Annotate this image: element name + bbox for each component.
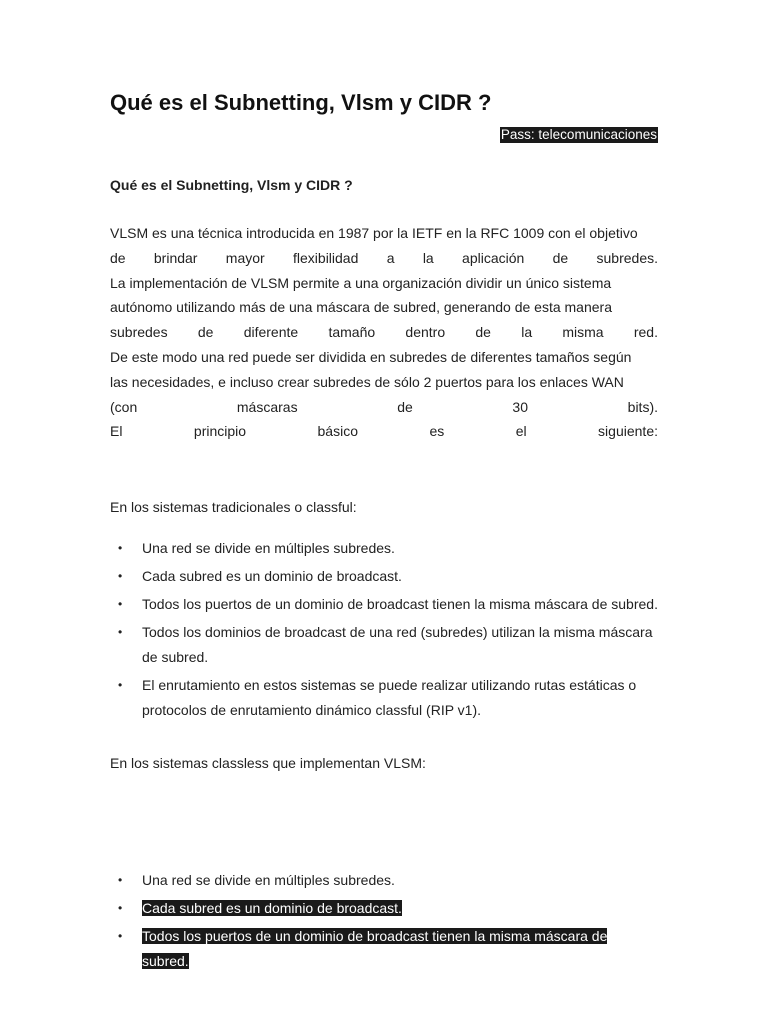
list-item-text: Todos los dominios de broadcast de una red (subredes) utilizan la misma máscara de subred. [142, 624, 653, 665]
list-item [110, 620, 658, 670]
list-item-text: Cada subred es un dominio de broadcast. [142, 568, 402, 584]
bullet-icon: • [118, 678, 123, 692]
intro-line: subredes de diferente tamaño dentro de la misma red. [110, 324, 658, 341]
list-item [110, 564, 658, 589]
intro-line: La implementación de VLSM permite a una organización dividir un único sistema [110, 274, 612, 291]
classless-list [110, 868, 658, 977]
list-item-text: Todos los puertos de un dominio de broadcast tienen la misma máscara de subred. [142, 596, 658, 612]
intro-line: las necesidades, e incluso crear subredes de sólo 2 puertos para los enlaces WAN [110, 373, 624, 390]
intro-line: autónomo utilizando más de una máscara de subred, generando de esta manera [110, 299, 612, 316]
list-item [110, 868, 658, 893]
bullet-icon: • [118, 569, 123, 583]
page-title: Qué es el Subnetting, Vlsm y CIDR ? [110, 90, 492, 115]
classful-heading: En los sistemas tradicionales o classful: [110, 499, 357, 515]
list-item [110, 536, 658, 561]
bullet-icon: • [118, 541, 123, 555]
bullet-icon: • [118, 901, 123, 915]
intro-line: de brindar mayor flexibilidad a la aplicación de subredes. [110, 249, 658, 266]
intro-line: VLSM es una técnica introducida en 1987 por la IETF en la RFC 1009 con el objetivo [110, 225, 638, 241]
highlighted-item-text: Cada subred es un dominio de broadcast. [142, 900, 402, 916]
section-subtitle: Qué es el Subnetting, Vlsm y CIDR ? [110, 177, 353, 193]
list-item [110, 896, 658, 921]
highlighted-item-text: Todos los puertos de un dominio de broadcast tienen la misma máscara de [142, 928, 608, 944]
bullet-icon: • [118, 873, 123, 887]
bullet-icon: • [118, 625, 123, 639]
bullet-icon: • [118, 929, 123, 943]
list-item [110, 592, 658, 617]
intro-line: (con máscaras de 30 bits). [110, 398, 658, 415]
list-item-text: Una red se divide en múltiples subredes. [142, 540, 395, 556]
bullet-icon: • [118, 597, 123, 611]
list-item [110, 924, 658, 974]
classless-heading: En los sistemas classless que implementan VLSM: [110, 755, 426, 771]
intro-paragraph [110, 221, 658, 444]
list-item-text: Una red se divide en múltiples subredes. [142, 872, 395, 888]
pass-highlight: Pass: telecomunicaciones [500, 127, 657, 142]
list-item [110, 673, 658, 723]
classful-list [110, 536, 658, 726]
intro-line: El principio básico es el siguiente: [110, 423, 658, 440]
list-item-text: El enrutamiento en estos sistemas se puede realizar utilizando rutas estáticas o protocolos de enrutamiento dinámico classful (RIP v1). [142, 677, 637, 718]
highlighted-item-text: subred. [142, 953, 189, 969]
intro-line: De este modo una red puede ser dividida en subredes de diferentes tamaños según [110, 348, 632, 365]
